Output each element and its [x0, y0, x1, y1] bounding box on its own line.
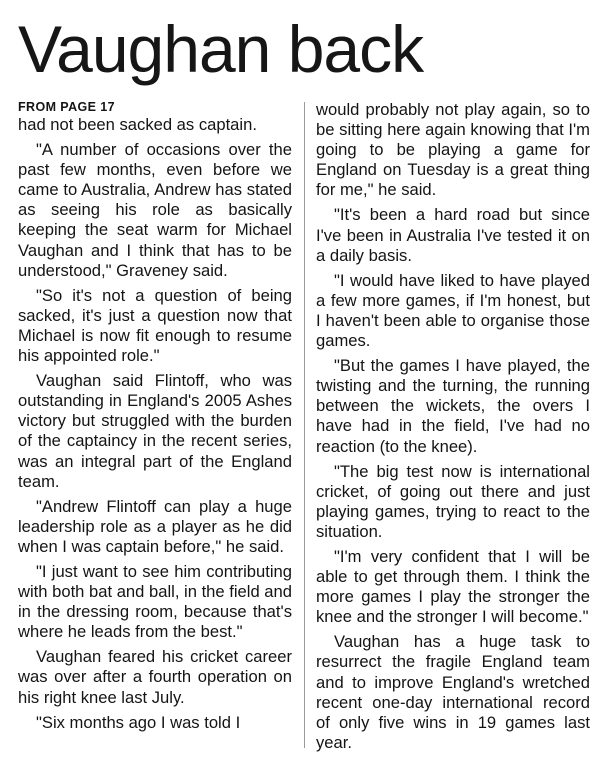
- continued-from-label: FROM PAGE 17: [18, 100, 115, 114]
- column-divider: [304, 102, 305, 748]
- paragraph: Vaughan has a huge task to resurrect the fragile England team and to improve England's wretched recent one-day international record of only five wins in 19 games last year.: [316, 632, 590, 752]
- paragraph: "Six months ago I was told I: [36, 712, 241, 732]
- paragraph: Vaughan said Flintoff, who was outstanding in England's 2005 Ashes victory but struggled with the burden of the captaincy in the recent series, was an integral part of the England team.: [18, 371, 292, 491]
- paragraph: "So it's not a question of being sacked, it's just a question now that Michael is now fit enough to resume his appointed role.": [18, 285, 292, 366]
- paragraph: "The big test now is international cricket, of going out there and just playing games, trying to react to the situation.: [316, 461, 590, 541]
- paragraph: Vaughan feared his cricket career was over after a fourth operation on his right knee last July.: [18, 647, 292, 707]
- paragraph: "But the games I have played, the twisting and the turning, the running between the wickets, the overs I have had in the field, I've had no reaction (to the knee).: [316, 356, 590, 456]
- paragraph: "A number of occasions over the past few months, even before we came to Australia, Andrew has stated as seeing his role as basically keeping the seat warm for Michael Vaughan and I think that has to be understood," Graveney said.: [18, 140, 292, 280]
- right-column: [316, 100, 590, 758]
- paragraph: would probably not play again, so to be sitting here again knowing that I'm going to be playing a game for England on Tuesday is a great thing for me," he said.: [316, 100, 590, 200]
- paragraph: "I'm very confident that I will be able to get through them. I think the more games I play the stronger the knee and the stronger I will become.": [316, 546, 590, 627]
- headline: Vaughan back: [18, 12, 424, 86]
- paragraph: "I just want to see him contributing with both bat and ball, in the field and in the dressing room, because that's where he leads from the best.": [18, 561, 292, 642]
- paragraph: "It's been a hard road but since I've been in Australia I've tested it on a daily basis.: [316, 205, 590, 265]
- paragraph: "Andrew Flintoff can play a huge leadership role as a player as he did when I was captain before," he said.: [18, 496, 292, 556]
- article-columns: [18, 100, 596, 750]
- left-column: [18, 100, 292, 738]
- paragraph: "I would have liked to have played a few more games, if I'm honest, but I haven't been able to organise those games.: [316, 270, 590, 351]
- paragraph: had not been sacked as captain.: [18, 115, 257, 134]
